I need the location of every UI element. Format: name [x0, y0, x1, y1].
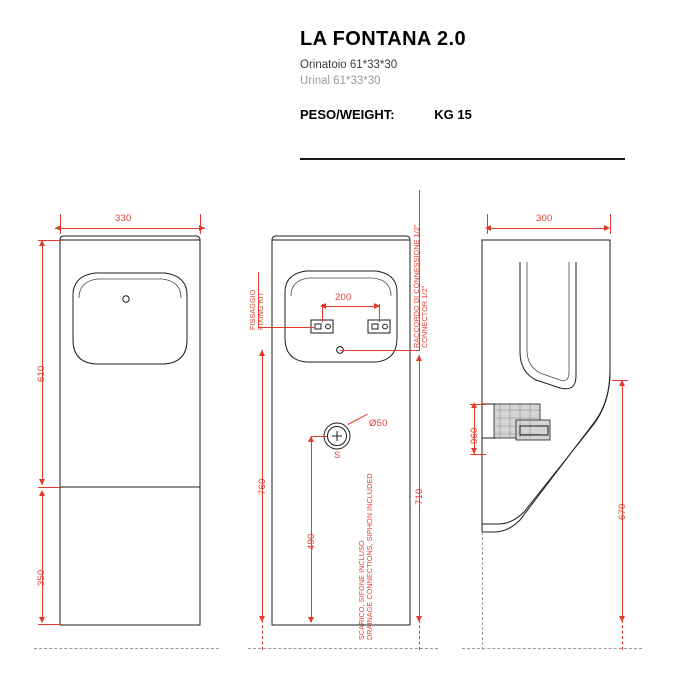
side-floor-ext-right	[622, 620, 623, 650]
side-depth-ext-right	[610, 214, 611, 234]
note-fixing-it: FISSAGGIO	[248, 289, 257, 330]
dim960-ext-bottom	[470, 454, 486, 455]
dim-height-710: 710	[414, 488, 425, 505]
note-drain-it: SCARICO, SIFONE INCLUSO	[357, 540, 366, 640]
note-fixing-en: FIXING KIT	[256, 291, 265, 330]
side-floor-line	[462, 648, 642, 649]
note-connector-it: RACCORDO DI CONNESSIONE 1/2"	[412, 224, 421, 348]
note-connector-en: CONNECTOR 1/2"	[420, 285, 429, 348]
subtitle-italian: Orinatoio 61*33*30	[300, 59, 398, 71]
dim960-arrow-up	[471, 402, 477, 408]
dim670-line	[622, 380, 623, 620]
side-depth-arrow-left	[485, 225, 491, 231]
weight-value: KG 15	[434, 107, 472, 123]
dim-side-height-total: 670	[617, 503, 628, 520]
dim670-ext-top	[612, 380, 628, 381]
side-depth-dim-line	[487, 228, 605, 229]
note-drain-en: DRAINAGE CONNECTIONS, SIPHON INCLUDED	[365, 473, 374, 640]
drain-mark-s: S	[334, 450, 341, 461]
side-depth-ext-left	[487, 214, 488, 234]
dim-height-760: 760	[257, 478, 268, 495]
dim-height-960: 960	[469, 427, 480, 444]
dim-height-490: 490	[306, 533, 317, 550]
page-title: LA FONTANA 2.0	[300, 28, 466, 50]
dim-front-height-total: 610	[36, 365, 47, 382]
dim-drain-diameter: Ø50	[369, 418, 388, 429]
dim-side-depth: 300	[536, 213, 553, 224]
dim960-ext-top	[470, 404, 486, 405]
dim-fixing-spacing: 200	[335, 292, 352, 303]
dim-front-height-lower: 350	[36, 569, 47, 586]
subtitle-english: Urinal 61*33*30	[300, 74, 381, 87]
dim-front-width: 330	[115, 213, 132, 224]
side-wall-ext	[482, 532, 483, 650]
weight-label: PESO/WEIGHT:	[300, 107, 395, 123]
